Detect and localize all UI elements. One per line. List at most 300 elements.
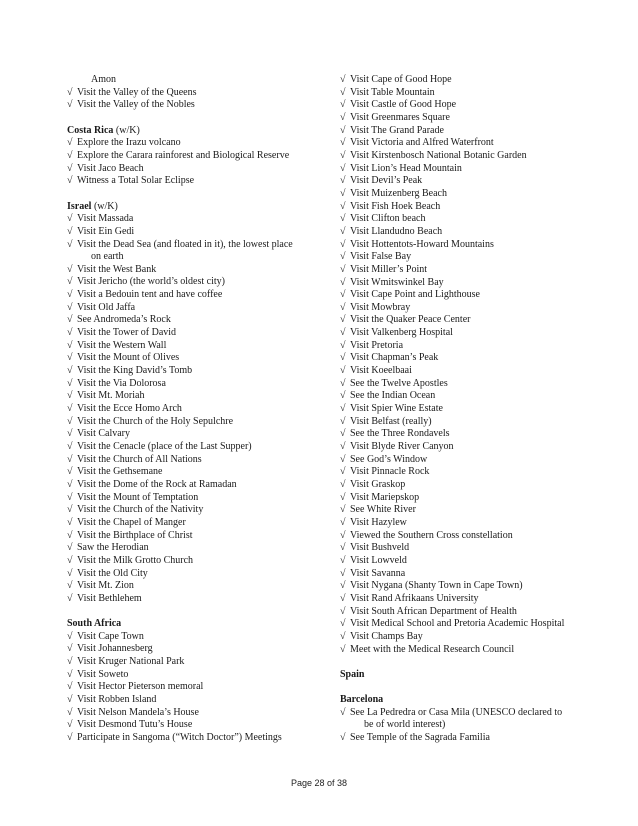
- checkmark-icon: √: [340, 339, 346, 351]
- checklist-item: [340, 707, 590, 720]
- checkmark-icon: √: [67, 453, 73, 465]
- checklist-item: [67, 327, 317, 340]
- checklist-item: [340, 99, 590, 112]
- checklist-item: [340, 251, 590, 264]
- checkmark-icon: √: [67, 554, 73, 566]
- item-text: Visit Victoria and Alfred Waterfront: [350, 137, 494, 149]
- item-text: Visit Llandudno Beach: [350, 225, 443, 237]
- checklist-item: [67, 340, 317, 353]
- checklist-item: [340, 150, 590, 163]
- checkmark-icon: √: [67, 516, 73, 528]
- item-text: Visit Jaco Beach: [77, 162, 144, 174]
- checklist-item: [67, 352, 317, 365]
- checklist-item: [340, 428, 590, 441]
- checklist-item: [340, 365, 590, 378]
- item-text: See White River: [350, 504, 416, 516]
- section-heading: [340, 669, 590, 682]
- checkmark-icon: √: [340, 187, 346, 199]
- checklist-item: [340, 163, 590, 176]
- checkmark-icon: √: [340, 289, 346, 301]
- item-text: Visit the Birthplace of Christ: [77, 529, 193, 541]
- item-text: Visit Massada: [77, 213, 134, 225]
- item-text: See God’s Window: [350, 453, 428, 465]
- checkmark-icon: √: [340, 175, 346, 187]
- checkmark-icon: √: [340, 365, 346, 377]
- checkmark-icon: √: [67, 162, 73, 174]
- item-text: Visit the Church of All Nations: [77, 453, 202, 465]
- checkmark-icon: √: [67, 719, 73, 731]
- item-text: Visit the Dome of the Rock at Ramadan: [77, 478, 237, 490]
- item-text: Visit Jericho (the world’s oldest city): [77, 276, 225, 288]
- checkmark-icon: √: [67, 365, 73, 377]
- checklist-item: [340, 378, 590, 391]
- section-heading-note: (w/K): [93, 200, 118, 212]
- item-text: Visit Desmond Tutu’s House: [77, 719, 193, 731]
- checkmark-icon: √: [67, 542, 73, 554]
- checklist-item: [67, 99, 317, 112]
- item-text: Visit Graskop: [350, 479, 406, 490]
- checkmark-icon: √: [340, 137, 346, 149]
- checklist-item: [67, 643, 317, 656]
- checkmark-icon: √: [67, 694, 73, 706]
- checkmark-icon: √: [340, 618, 346, 630]
- item-text: Visit the Mount of Temptation: [77, 491, 199, 503]
- item-text: Visit Johannesberg: [77, 643, 153, 655]
- checkmark-icon: √: [340, 605, 346, 617]
- checklist-item: [67, 504, 317, 517]
- item-text: Visit Hector Pieterson memoral: [77, 681, 204, 693]
- checklist-item: [67, 441, 317, 454]
- item-text: Visit Mt. Zion: [77, 580, 134, 592]
- checklist-item: [340, 568, 590, 581]
- checkmark-icon: √: [67, 289, 73, 301]
- item-text: Visit the Cenacle (place of the Last Supper): [77, 441, 252, 452]
- section-heading: [340, 694, 590, 707]
- item-text: Visit Mowbray: [350, 301, 411, 313]
- item-text: Visit Kruger National Park: [77, 656, 185, 668]
- checkmark-icon: √: [67, 466, 73, 478]
- checkmark-icon: √: [67, 301, 73, 313]
- checkmark-icon: √: [340, 706, 346, 718]
- checklist-item: [340, 479, 590, 492]
- checkmark-icon: √: [67, 314, 73, 326]
- checkmark-icon: √: [340, 542, 346, 554]
- checklist-item: [67, 314, 317, 327]
- continuation-line: [340, 719, 590, 732]
- checklist-item: [67, 656, 317, 669]
- item-text: Visit Lion’s Head Mountain: [350, 162, 462, 174]
- item-text: Visit False Bay: [350, 251, 412, 263]
- item-text: Meet with the Medical Research Council: [350, 643, 515, 655]
- checkmark-icon: √: [340, 441, 346, 453]
- checkmark-icon: √: [340, 466, 346, 478]
- item-text: Visit Cape of Good Hope: [350, 74, 452, 85]
- checkmark-icon: √: [340, 238, 346, 250]
- checkmark-icon: √: [67, 529, 73, 541]
- checkmark-icon: √: [340, 377, 346, 389]
- item-text: Visit the Tower of David: [77, 327, 177, 339]
- checkmark-icon: √: [340, 580, 346, 592]
- checklist-item: [340, 87, 590, 100]
- checklist-item: [67, 492, 317, 505]
- item-text: Visit Koeelbaai: [350, 365, 412, 377]
- checkmark-icon: √: [340, 124, 346, 136]
- checklist-item: [67, 416, 317, 429]
- continuation-line: [67, 74, 317, 87]
- item-text: Visit Cape Point and Lighthouse: [350, 289, 480, 301]
- item-text: Visit Cape Town: [77, 630, 144, 642]
- checklist-item: [67, 707, 317, 720]
- checkmark-icon: √: [340, 301, 346, 313]
- blank-line: [67, 112, 317, 125]
- checklist-item: [67, 87, 317, 100]
- checklist-item: [340, 302, 590, 315]
- checkmark-icon: √: [67, 580, 73, 592]
- checklist-item: [67, 593, 317, 606]
- checklist-item: [340, 112, 590, 125]
- checkmark-icon: √: [340, 149, 346, 161]
- checkmark-icon: √: [340, 428, 346, 440]
- checkmark-icon: √: [340, 86, 346, 98]
- checklist-item: [67, 378, 317, 391]
- checkmark-icon: √: [67, 377, 73, 389]
- checkmark-icon: √: [67, 706, 73, 718]
- checklist-item: [67, 365, 317, 378]
- item-text: Visit Greenmares Square: [350, 111, 450, 123]
- checkmark-icon: √: [340, 630, 346, 642]
- checklist-item: [67, 454, 317, 467]
- checkmark-icon: √: [340, 74, 346, 85]
- checklist-item: [340, 314, 590, 327]
- section-heading-title: South Africa: [67, 618, 122, 630]
- checklist-item: [67, 466, 317, 479]
- item-text: Visit the Western Wall: [77, 339, 167, 351]
- checkmark-icon: √: [340, 251, 346, 263]
- checklist-item: [67, 669, 317, 682]
- checklist-item: [340, 188, 590, 201]
- checklist-item: [340, 517, 590, 530]
- item-text: Visit Muizenberg Beach: [350, 187, 447, 199]
- item-text: Visit the Via Dolorosa: [77, 377, 166, 389]
- item-text: Visit Calvary: [77, 428, 131, 440]
- checklist-item: [67, 555, 317, 568]
- checkmark-icon: √: [67, 491, 73, 503]
- checklist-item: [340, 239, 590, 252]
- checklist-item: [67, 226, 317, 239]
- item-text: Visit The Grand Parade: [350, 124, 444, 136]
- checklist-item: [67, 175, 317, 188]
- item-text: See Temple of the Sagrada Familia: [350, 732, 490, 744]
- page-footer: Page 28 of 38: [290, 778, 348, 788]
- checkmark-icon: √: [340, 327, 346, 339]
- section-heading: [67, 201, 317, 214]
- item-text: Visit Clifton beach: [350, 213, 426, 225]
- item-text: Visit Valkenberg Hospital: [350, 327, 453, 339]
- item-text: Visit Nygana (Shanty Town in Cape Town): [350, 580, 523, 592]
- checkmark-icon: √: [340, 263, 346, 275]
- checklist-item: [340, 631, 590, 644]
- checkmark-icon: √: [340, 111, 346, 123]
- item-text: Visit Miller’s Point: [350, 263, 428, 275]
- checklist-item: [67, 580, 317, 593]
- item-text: Viewed the Southern Cross constellation: [350, 529, 513, 541]
- checkmark-icon: √: [67, 643, 73, 655]
- item-text: Visit Medical School and Pretoria Academic Hospital: [350, 618, 565, 630]
- checklist-item: [340, 542, 590, 555]
- section-heading-title: Costa Rica: [67, 124, 114, 136]
- checkmark-icon: √: [67, 213, 73, 225]
- right-column: [340, 74, 590, 745]
- checklist-item: [340, 264, 590, 277]
- checkmark-icon: √: [67, 390, 73, 402]
- item-text: Visit Blyde River Canyon: [350, 441, 454, 453]
- checklist-item: [340, 137, 590, 150]
- checkmark-icon: √: [67, 441, 73, 452]
- checklist-item: [67, 530, 317, 543]
- item-text: Visit the Ecce Homo Arch: [77, 403, 182, 415]
- checkmark-icon: √: [340, 200, 346, 212]
- checkmark-icon: √: [67, 86, 73, 98]
- checkmark-icon: √: [340, 352, 346, 364]
- checklist-item: [340, 618, 590, 631]
- checklist-item: [67, 403, 317, 416]
- item-text: Visit the Old City: [77, 567, 148, 579]
- checklist-item: [340, 555, 590, 568]
- checklist-item: [340, 580, 590, 593]
- item-text: Visit Lowveld: [350, 554, 407, 566]
- checklist-item: [67, 150, 317, 163]
- checklist-item: [67, 163, 317, 176]
- checkmark-icon: √: [340, 479, 346, 490]
- checklist-item: [67, 479, 317, 492]
- checklist-item: [340, 466, 590, 479]
- checklist-item: [340, 352, 590, 365]
- item-text: Visit Pinnacle Rock: [350, 466, 430, 478]
- checklist-item: [340, 289, 590, 302]
- checkmark-icon: √: [67, 99, 73, 111]
- checkmark-icon: √: [67, 504, 73, 516]
- checklist-item: [67, 517, 317, 530]
- item-text: Visit the King David’s Tomb: [77, 365, 193, 377]
- checkmark-icon: √: [340, 99, 346, 111]
- item-text: on earth: [91, 251, 124, 263]
- checkmark-icon: √: [67, 137, 73, 149]
- checkmark-icon: √: [67, 428, 73, 440]
- checklist-item: [67, 719, 317, 732]
- checkmark-icon: √: [67, 415, 73, 427]
- checklist-item: [340, 277, 590, 290]
- item-text: See Andromeda’s Rock: [77, 314, 171, 326]
- checklist-item: [67, 732, 317, 745]
- blank-line: [340, 656, 590, 669]
- item-text: Visit a Bedouin tent and have coffee: [77, 289, 223, 301]
- checklist-item: [340, 390, 590, 403]
- checklist-item: [67, 239, 317, 252]
- left-column: [67, 74, 317, 745]
- item-text: Visit Pretoria: [350, 339, 404, 351]
- item-text: Visit Old Jaffa: [77, 301, 136, 313]
- checkmark-icon: √: [67, 630, 73, 642]
- checkmark-icon: √: [67, 656, 73, 668]
- item-text: Explore the Carara rainforest and Biological Reserve: [77, 149, 290, 161]
- checklist-item: [340, 492, 590, 505]
- item-text: Visit Devil’s Peak: [350, 175, 423, 187]
- item-text: Visit Fish Hoek Beach: [350, 200, 441, 212]
- item-text: Amon: [91, 74, 116, 85]
- item-text: Visit Spier Wine Estate: [350, 403, 443, 415]
- item-text: Visit the Dead Sea (and floated in it), the lowest place: [77, 238, 293, 250]
- item-text: Visit the Quaker Peace Center: [350, 314, 471, 326]
- checkmark-icon: √: [67, 263, 73, 275]
- item-text: Visit the Valley of the Nobles: [77, 99, 195, 111]
- checkmark-icon: √: [340, 276, 346, 288]
- checklist-item: [67, 694, 317, 707]
- item-text: Visit the Church of the Nativity: [77, 504, 204, 516]
- checkmark-icon: √: [67, 592, 73, 604]
- item-text: Visit Robben Island: [77, 694, 157, 706]
- checkmark-icon: √: [340, 314, 346, 326]
- checkmark-icon: √: [340, 213, 346, 225]
- checkmark-icon: √: [67, 732, 73, 744]
- checkmark-icon: √: [67, 238, 73, 250]
- item-text: See the Three Rondavels: [350, 428, 450, 440]
- checklist-item: [67, 568, 317, 581]
- checklist-item: [67, 302, 317, 315]
- item-text: Saw the Herodian: [77, 542, 149, 554]
- item-text: See the Indian Ocean: [350, 390, 436, 402]
- checkmark-icon: √: [67, 149, 73, 161]
- item-text: Visit South African Department of Health: [350, 605, 517, 617]
- item-text: Explore the Irazu volcano: [77, 137, 181, 149]
- checkmark-icon: √: [67, 327, 73, 339]
- checklist-item: [340, 175, 590, 188]
- item-text: Witness a Total Solar Eclipse: [77, 175, 195, 187]
- checklist-item: [340, 416, 590, 429]
- checklist-item: [340, 441, 590, 454]
- checkmark-icon: √: [67, 339, 73, 351]
- section-heading: [67, 618, 317, 631]
- checklist-item: [340, 644, 590, 657]
- checklist-item: [340, 125, 590, 138]
- checklist-item: [340, 213, 590, 226]
- item-text: Visit Champs Bay: [350, 630, 423, 642]
- item-text: Visit the Gethsemane: [77, 466, 163, 478]
- checklist-item: [340, 732, 590, 745]
- item-text: Visit Hottentots-Howard Mountains: [350, 238, 494, 250]
- checkmark-icon: √: [67, 478, 73, 490]
- item-text: be of world interest): [364, 719, 446, 731]
- blank-line: [67, 188, 317, 201]
- item-text: Visit the West Bank: [77, 263, 157, 275]
- item-text: Visit Hazylew: [350, 516, 407, 528]
- checkmark-icon: √: [340, 453, 346, 465]
- checklist-item: [340, 201, 590, 214]
- checklist-item: [340, 403, 590, 416]
- checklist-item: [67, 390, 317, 403]
- item-text: Visit Table Mountain: [350, 86, 435, 98]
- checkmark-icon: √: [340, 516, 346, 528]
- checklist-item: [340, 606, 590, 619]
- checkmark-icon: √: [340, 592, 346, 604]
- section-heading-title: Spain: [340, 668, 365, 680]
- item-text: Visit Ein Gedi: [77, 225, 135, 237]
- item-text: Visit Mariepskop: [350, 491, 420, 503]
- checkmark-icon: √: [340, 162, 346, 174]
- item-text: Visit the Valley of the Queens: [77, 86, 197, 98]
- blank-line: [67, 606, 317, 619]
- item-text: Visit Chapman’s Peak: [350, 352, 439, 364]
- blank-line: [340, 681, 590, 694]
- item-text: Visit Mt. Moriah: [77, 390, 145, 402]
- checkmark-icon: √: [340, 567, 346, 579]
- continuation-line: [67, 251, 317, 264]
- checkmark-icon: √: [67, 681, 73, 693]
- checklist-item: [67, 289, 317, 302]
- checklist-item: [67, 428, 317, 441]
- item-text: Visit the Milk Grotto Church: [77, 554, 194, 566]
- item-text: Visit Bushveld: [350, 542, 410, 554]
- checklist-item: [67, 137, 317, 150]
- checklist-item: [340, 340, 590, 353]
- checkmark-icon: √: [340, 732, 346, 744]
- checklist-item: [67, 276, 317, 289]
- section-heading: [67, 125, 317, 138]
- item-text: See La Pedredra or Casa Mila (UNESCO declared to: [350, 706, 563, 718]
- item-text: Visit the Church of the Holy Sepulchre: [77, 415, 234, 427]
- checkmark-icon: √: [67, 175, 73, 187]
- checkmark-icon: √: [340, 554, 346, 566]
- checkmark-icon: √: [67, 403, 73, 415]
- item-text: Visit Rand Afrikaans University: [350, 592, 479, 604]
- checklist-item: [340, 226, 590, 239]
- checklist-item: [340, 593, 590, 606]
- item-text: Visit Savanna: [350, 567, 406, 579]
- checklist-item: [67, 631, 317, 644]
- checkmark-icon: √: [67, 352, 73, 364]
- checkmark-icon: √: [340, 529, 346, 541]
- checklist-item: [67, 264, 317, 277]
- checkmark-icon: √: [340, 225, 346, 237]
- checklist-item: [67, 681, 317, 694]
- checklist-item: [67, 542, 317, 555]
- item-text: Participate in Sangoma (“Witch Doctor”) Meetings: [77, 732, 282, 744]
- section-heading-note: (w/K): [115, 124, 140, 136]
- checkmark-icon: √: [67, 668, 73, 680]
- item-text: See the Twelve Apostles: [350, 377, 448, 389]
- checkmark-icon: √: [340, 390, 346, 402]
- section-heading-title: Barcelona: [340, 694, 384, 706]
- checkmark-icon: √: [340, 403, 346, 415]
- checklist-item: [340, 530, 590, 543]
- item-text: Visit Bethlehem: [77, 592, 142, 604]
- item-text: Visit Kirstenbosch National Botanic Garden: [350, 149, 527, 161]
- checklist-item: [340, 454, 590, 467]
- checkmark-icon: √: [67, 567, 73, 579]
- checkmark-icon: √: [340, 491, 346, 503]
- item-text: Visit Soweto: [77, 668, 129, 680]
- item-text: Visit the Chapel of Manger: [77, 516, 186, 528]
- checklist-item: [340, 74, 590, 87]
- checklist-item: [340, 504, 590, 517]
- checkmark-icon: √: [340, 504, 346, 516]
- item-text: Visit Nelson Mandela’s House: [77, 706, 199, 718]
- section-heading-title: Israel: [67, 200, 92, 212]
- checkmark-icon: √: [67, 276, 73, 288]
- item-text: Visit Belfast (really): [350, 415, 432, 427]
- item-text: Visit Castle of Good Hope: [350, 99, 457, 111]
- checklist-item: [340, 327, 590, 340]
- item-text: Visit Wmitswinkel Bay: [350, 276, 444, 288]
